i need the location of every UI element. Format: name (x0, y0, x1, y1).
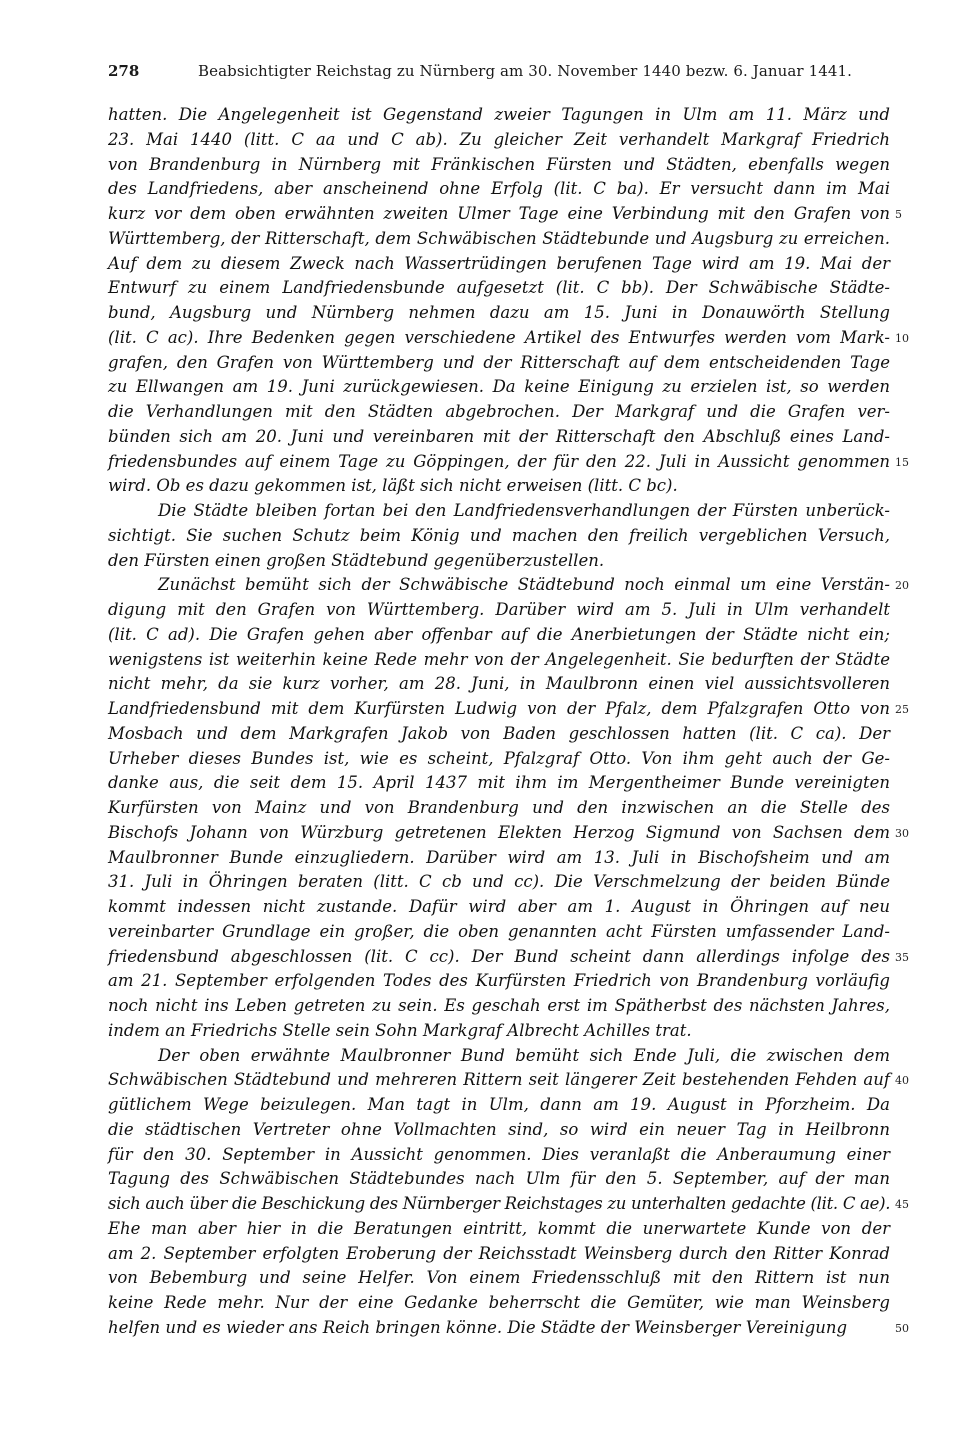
text-line: Landfriedensbund mit dem Kurfürsten Ludwig von der Pfalz, dem Pfalzgrafen Otto von (108, 699, 890, 718)
text-line: am 2. September erfolgten Eroberung der Reichsstadt Weinsberg durch den Ritter Konrad (108, 1243, 890, 1263)
text-line: Der oben erwähnte Maulbronner Bund bemüht sich Ende Juli, die zwischen dem (158, 1045, 890, 1065)
text-line: grafen, den Grafen von Württemberg und der Ritterschaft auf dem entscheidenden Tage (108, 352, 890, 372)
margin-line-number: 10 (895, 331, 909, 345)
text-line: 31. Juli in Öhringen beraten (litt. C cb und cc). Die Verschmelzung der beiden Bünde (108, 872, 890, 892)
text-line: (lit. C ac). Ihre Bedenken gegen verschiedene Artikel des Entwurfes werden vom Mark- (108, 327, 890, 347)
text-line: von Bebemburg und seine Helfer. Von einem Friedensschluß mit den Rittern ist nun (108, 1268, 890, 1288)
margin-line-number: 5 (895, 208, 902, 221)
margin-line-number: 30 (895, 826, 909, 840)
text-line: für den 30. September in Aussicht genommen. Dies veranlaßt die Anberaumung einer (108, 1144, 890, 1164)
text-line: keine Rede mehr. Nur der eine Gedanke beherrscht die Gemüter, wie man Weinsberg (108, 1293, 890, 1312)
paragraph (108, 1044, 890, 1341)
text-line: indem an Friedrichs Stelle sein Sohn Markgraf Albrecht Achilles trat. (108, 1020, 692, 1040)
text-line: friedensbundes auf einem Tage zu Göppingen, der für den 22. Juli in Aussicht genommen (108, 451, 890, 471)
text-line: Schwäbischen Städtebund und mehreren Rittern seit längerer Zeit bestehenden Fehden auf (108, 1070, 890, 1090)
text-line: zu Ellwangen am 19. Juni zurückgewiesen. Da keine Einigung zu erzielen ist, so werden (108, 377, 890, 397)
text-line: digung mit den Grafen von Württemberg. Darüber wird am 5. Juli in Ulm verhandelt (108, 600, 890, 619)
text-line: Auf dem zu diesem Zweck nach Wassertrüdingen berufenen Tage wird am 19. Mai der (108, 253, 890, 273)
body-text (108, 103, 890, 1341)
margin-line-number: 45 (895, 1198, 909, 1211)
page-header (108, 62, 888, 86)
text-line: kommt indessen nicht zustande. Dafür wird aber am 1. August in Öhringen auf neu (108, 897, 890, 916)
text-line: 23. Mai 1440 (litt. C aa und C ab). Zu gleicher Zeit verhandelt Markgraf Friedrich (108, 129, 890, 149)
text-line: nicht mehr, da sie kurz vorher, am 28. Juni, in Maulbronn einen viel aussichtsvolleren (108, 674, 890, 694)
text-line: Urheber dieses Bundes ist, wie es scheint, Pfalzgraf Otto. Von ihm geht auch der Ge- (108, 748, 890, 768)
paragraph (108, 499, 890, 573)
text-line: von Brandenburg in Nürnberg mit Fränkischen Fürsten und Städten, ebenfalls wegen (108, 154, 890, 174)
text-line: des Landfriedens, aber anscheinend ohne Erfolg (lit. C ba). Er versucht dann im Mai (108, 179, 890, 199)
page-number: 278 (108, 62, 140, 80)
running-head: Beabsichtigter Reichstag zu Nürnberg am 30. November 1440 bezw. 6. Januar 1441. (198, 62, 853, 80)
paragraph (108, 103, 890, 499)
text-line: noch nicht ins Leben getreten zu sein. Es geschah erst im Spätherbst des nächsten Jahres, (108, 996, 890, 1015)
margin-line-number: 15 (895, 455, 909, 469)
text-line: bund, Augsburg und Nürnberg nehmen dazu am 15. Juni in Donauwörth Stellung (108, 303, 890, 322)
text-line: am 21. September erfolgenden Todes des Kurfürsten Friedrich von Brandenburg vorläufig (108, 971, 890, 991)
margin-line-number: 40 (895, 1074, 909, 1088)
margin-line-number: 25 (895, 703, 909, 716)
text-line: Maulbronner Bunde einzugliedern. Darüber wird am 13. Juli in Bischofsheim und am (108, 847, 890, 867)
margin-line-number: 50 (895, 1321, 909, 1335)
text-line: die städtischen Vertreter ohne Vollmachten sind, so wird ein neuer Tag in Heilbronn (108, 1119, 890, 1139)
text-line: Ehe man aber hier in die Beratungen eintritt, kommt die unerwartete Kunde von der (108, 1218, 890, 1238)
text-line: Die Städte bleiben fortan bei den Landfriedensverhandlungen der Fürsten unberück- (158, 501, 890, 520)
text-line: hatten. Die Angelegenheit ist Gegenstand zweier Tagungen in Ulm am 11. März und (108, 105, 890, 124)
text-line: bünden sich am 20. Juni und vereinbaren mit der Ritterschaft den Abschluß eines Land- (108, 426, 890, 446)
text-line: den Fürsten einen großen Städtebund gegenüberzustellen. (108, 550, 605, 570)
text-line: gütlichem Wege beizulegen. Man tagt in Ulm, dann am 19. August in Pforzheim. Da (108, 1095, 890, 1114)
text-line: Entwurf zu einem Landfriedensbunde aufgesetzt (lit. C bb). Der Schwäbische Städte- (108, 278, 890, 298)
text-line: danke aus, die seit dem 15. April 1437 mit ihm im Mergentheimer Bunde vereinigten (108, 773, 890, 793)
text-line: friedensbund abgeschlossen (lit. C cc). Der Bund scheint dann allerdings infolge des (108, 946, 890, 966)
text-line: Tagung des Schwäbischen Städtebundes nach Ulm für den 5. September, auf der man (108, 1169, 890, 1189)
text-line: Bischofs Johann von Würzburg getretenen Elekten Herzog Sigmund von Sachsen dem (108, 822, 890, 842)
text-line: kurz vor dem oben erwähnten zweiten Ulmer Tage eine Verbindung mit den Grafen von (108, 204, 890, 223)
text-line: sichtigt. Sie suchen Schutz beim König und machen den freilich vergeblichen Versuch, (108, 525, 890, 545)
text-line: Württemberg, der Ritterschaft, dem Schwäbischen Städtebunde und Augsburg zu erreichen. (108, 228, 890, 248)
text-line: helfen und es wieder ans Reich bringen könne. Die Städte der Weinsberger Vereinigung (108, 1317, 848, 1337)
text-line: (lit. C ad). Die Grafen gehen aber offenbar auf die Anerbietungen der Städte nicht ein; (108, 624, 890, 644)
text-line: sich auch über die Beschickung des Nürnberger Reichstages zu unterhalten gedachte (lit. C ae). (108, 1194, 891, 1213)
text-line: Zunächst bemüht sich der Schwäbische Städtebund noch einmal um eine Verstän- (158, 575, 890, 595)
margin-line-number: 35 (895, 950, 909, 964)
text-line: die Verhandlungen mit den Städten abgebrochen. Der Markgraf und die Grafen ver- (108, 402, 890, 421)
margin-line-number: 20 (895, 579, 909, 593)
text-line: Kurfürsten von Mainz und von Brandenburg und den inzwischen an die Stelle des (108, 798, 890, 817)
text-line: Mosbach und dem Markgrafen Jakob von Baden geschlossen hatten (lit. C ca). Der (108, 723, 890, 743)
text-line: wenigstens ist weiterhin keine Rede mehr von der Angelegenheit. Sie bedurften der Städte (108, 649, 890, 669)
text-line: wird. Ob es dazu gekommen ist, läßt sich nicht erweisen (litt. C bc). (108, 476, 678, 496)
paragraph (108, 573, 890, 1043)
text-line: vereinbarter Grundlage ein großer, die oben genannten acht Fürsten umfassender Land- (108, 921, 890, 941)
